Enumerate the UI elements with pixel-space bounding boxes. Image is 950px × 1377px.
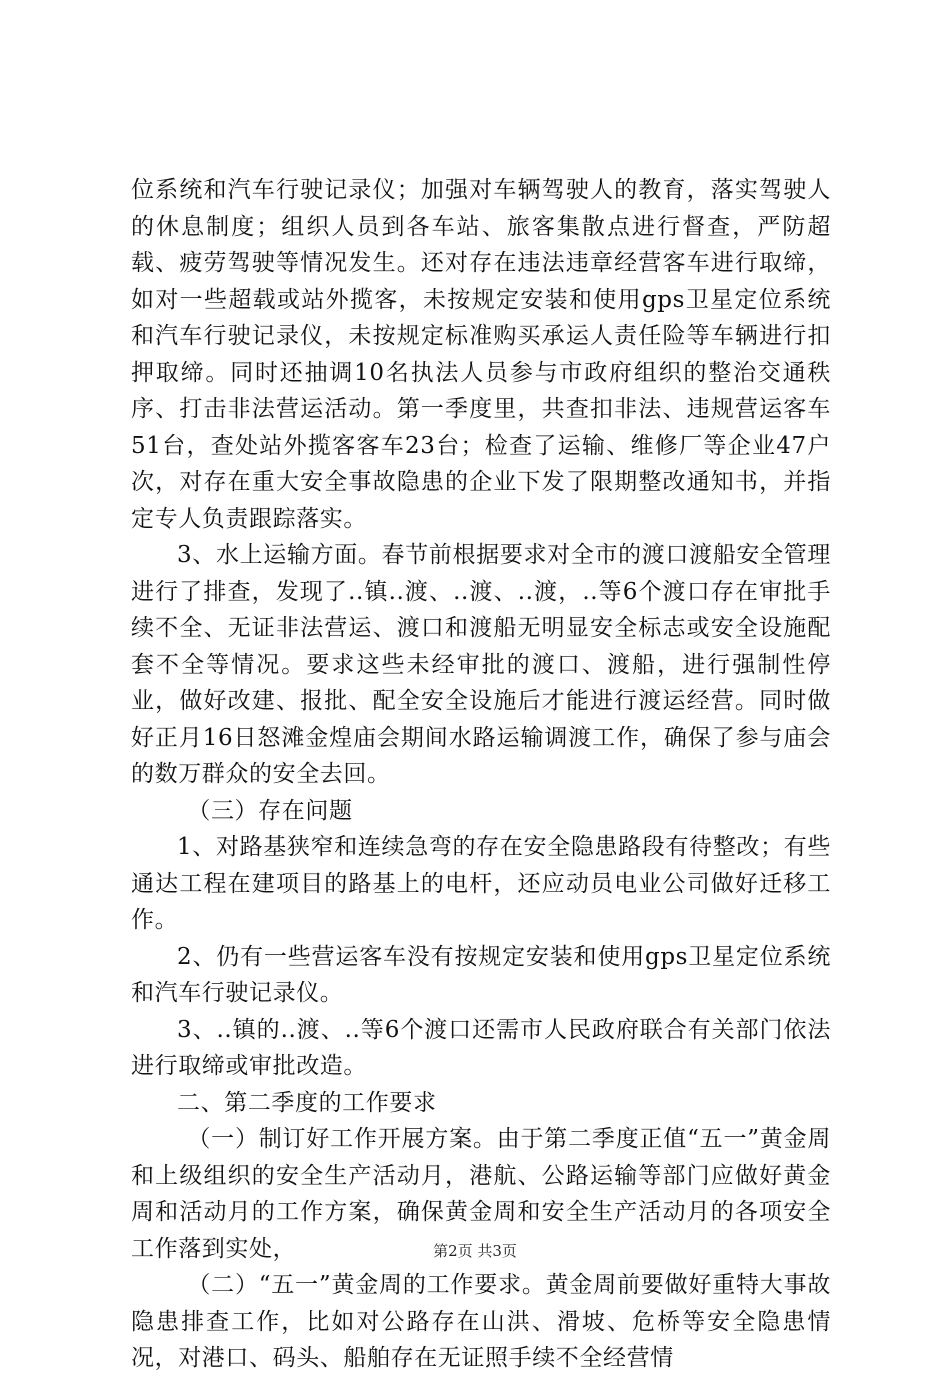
- paragraph-requirement-2: （二）“五一”黄金周的工作要求。黄金周前要做好重特大事故隐患排查工作，比如对公路存在山洪、滑坡、危桥等安全隐患情况，对港口、码头、船舶存在无证照手续不全经营情: [131, 1272, 831, 1371]
- paragraph-water-transport: 3、水上运输方面。春节前根据要求对全市的渡口渡船安全管理进行了排查，发现了..镇..渡、..渡、..渡，..等6个渡口存在审批手续不全、无证非法营运、渡口和渡船无明显安全标志或安全设施配套不全等情况。要求这些未经审批的渡口、渡船，进行强制性停业，做好改建、报批、配全安全设施后才能进行渡运经营。同时做好正月16日怒滩金煌庙会期间水路运输调渡工作，确保了参与庙会的数万群众的安全去回。: [131, 542, 831, 787]
- paragraph-requirement-1: （一）制订好工作开展方案。由于第二季度正值“五一”黄金周和上级组织的安全生产活动月，港航、公路运输等部门应做好黄金周和活动月的工作方案，确保黄金周和安全生产活动月的各项安全工作落到实处，: [131, 1126, 831, 1262]
- page-number-footer: 第2页 共3页: [433, 1242, 517, 1260]
- paragraph-problem-2: 2、仍有一些营运客车没有按规定安装和使用gps卫星定位系统和汽车行驶记录仪。: [131, 943, 831, 1006]
- paragraph-road-enforcement: 位系统和汽车行驶记录仪；加强对车辆驾驶人的教育，落实驾驶人的休息制度；组织人员到各车站、旅客集散点进行督查，严防超载、疲劳驾驶等情况发生。还对存在违法违章经营客车进行取缔，如对一些超载或站外揽客，未按规定安装和使用gps卫星定位系统和汽车行驶记录仪，未按规定标准购买承运人责任险等车辆进行扣押取缔。同时还抽调10名执法人员参与市政府组织的整治交通秩序、打击非法营运活动。第一季度里，共查扣非法、违规营运客车51台，查处站外揽客客车23台；检查了运输、维修厂等企业47户次，对存在重大安全事故隐患的企业下发了限期整改通知书，并指定专人负责跟踪落实。: [131, 177, 831, 532]
- document-body: [131, 172, 831, 1377]
- paragraph-problem-3: 3、..镇的..渡、..等6个渡口还需市人民政府联合有关部门依法进行取缔或审批改造。: [131, 1016, 831, 1079]
- section-heading-q2-requirements: 二、第二季度的工作要求: [177, 1089, 437, 1116]
- paragraph-problem-1: 1、对路基狭窄和连续急弯的存在安全隐患路段有待整改；有些通达工程在建项目的路基上的电杆，还应动员电业公司做好迁移工作。: [131, 834, 831, 933]
- section-heading-problems: （三）存在问题: [187, 797, 353, 824]
